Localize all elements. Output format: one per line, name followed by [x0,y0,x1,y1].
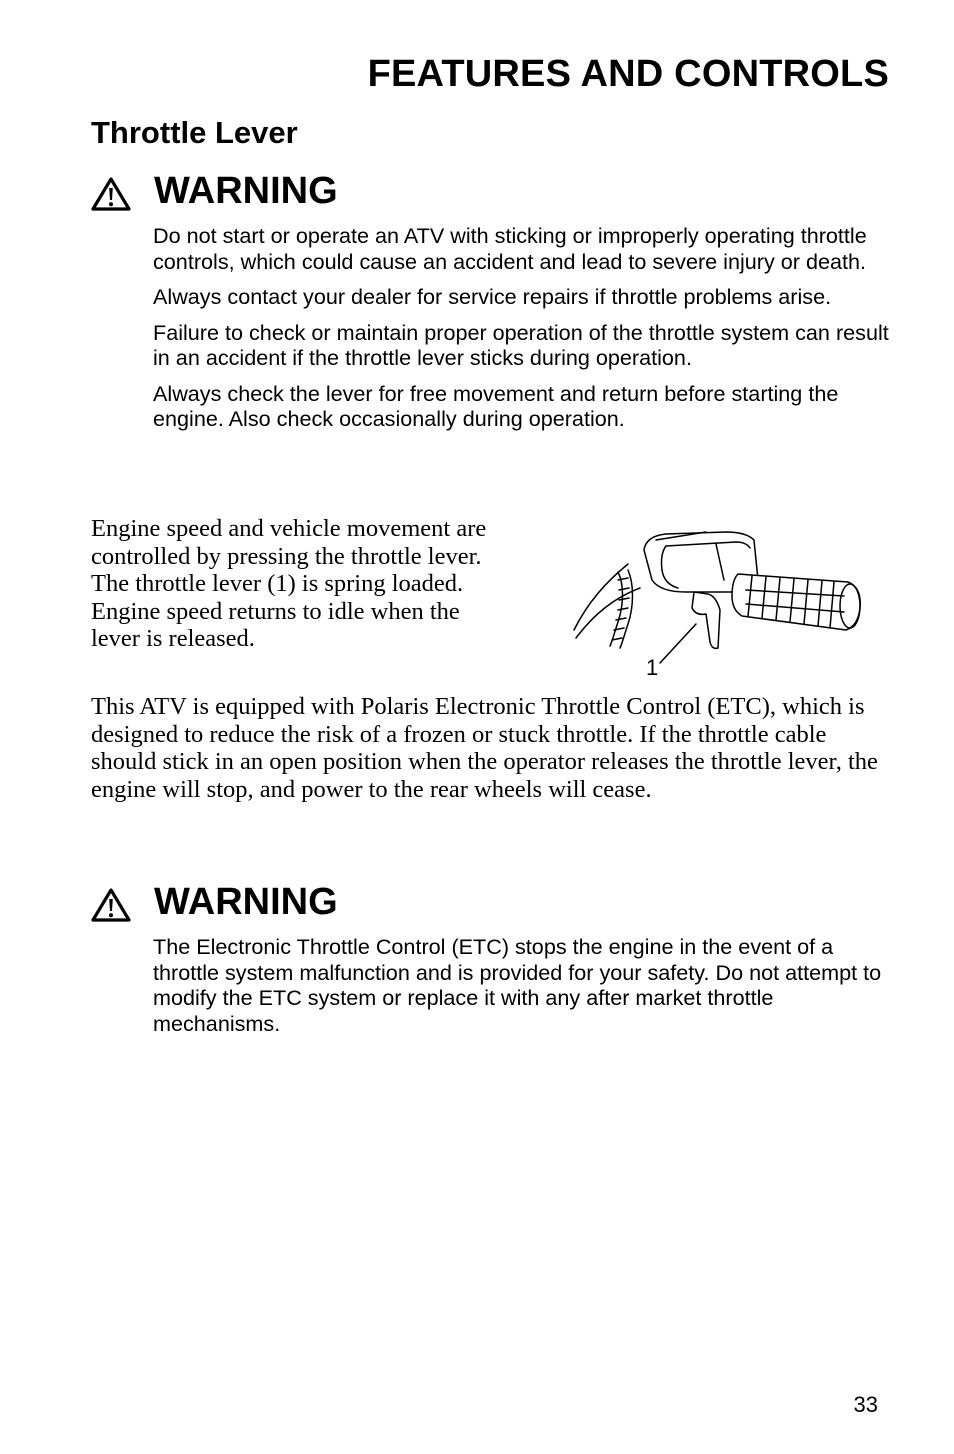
warning-box [91,168,891,442]
warning-paragraph: Failure to check or maintain proper operation of the throttle system can result in an accident if the throttle lever sticks during operation. [153,319,889,370]
warning-title: WARNING [154,170,338,212]
throttle-lever-illustration [566,518,866,688]
warning-triangle-icon [91,888,131,922]
warning-header [91,879,891,931]
warning-paragraph: Do not start or operate an ATV with sticking or improperly operating throttle controls, which could cause an accident and lead to severe injury or death. [153,223,867,274]
warning-text [153,223,891,432]
section-title: Throttle Lever [91,115,298,150]
warning-paragraph: The Electronic Throttle Control (ETC) stops the engine in the event of a throttle system malfunction and is provided for your safety. Do not attempt to modify the ETC system or replace it with any after market throttle mechanisms. [153,934,882,1036]
warning-box [91,879,891,1046]
callout-label-1: 1 [646,655,659,680]
warning-title: WARNING [154,881,338,923]
page-header: FEATURES AND CONTROLS [367,53,889,95]
warning-triangle-icon [91,177,131,211]
warning-paragraph: Always check the lever for free movement and return before starting the engine. Also check occasionally during operation. [153,380,839,431]
warning-text [153,934,891,1036]
warning-header [91,168,891,220]
body-paragraph-etc: This ATV is equipped with Polaris Electronic Throttle Control (ETC), which is designed to reduce the risk of a frozen or stuck throttle. If the throttle cable should stick in an open position when the operator releases the throttle lever, the engine will stop, and power to the rear wheels will cease. [91,693,878,803]
body-paragraph-throttle-lever: Engine speed and vehicle movement are controlled by pressing the throttle lever. The throttle lever (1) is spring loaded. Engine speed returns to idle when the lever is released. [91,515,487,652]
warning-paragraph: Always contact your dealer for service repairs if throttle problems arise. [153,284,832,309]
page-number: 33 [853,1392,878,1417]
